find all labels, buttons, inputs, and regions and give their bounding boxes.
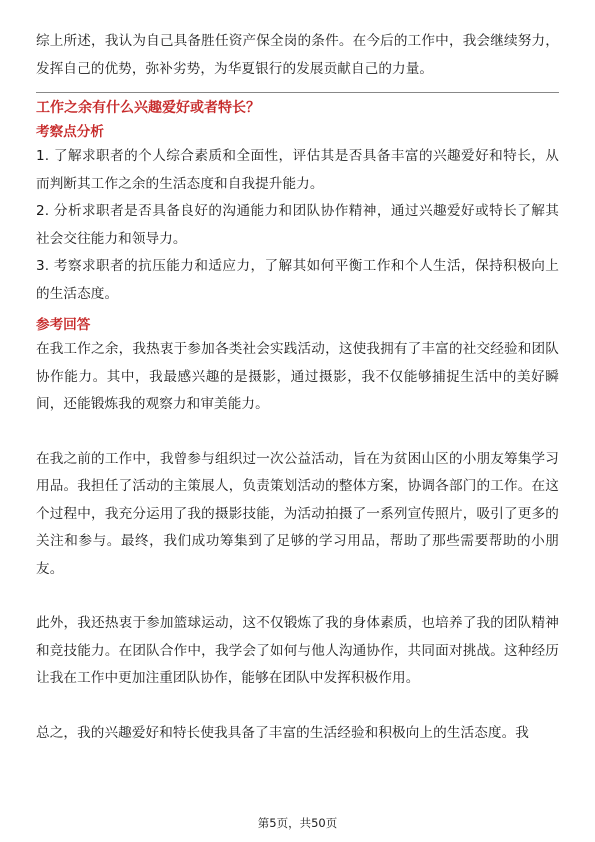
question-title: 工作之余有什么兴趣爱好或者特长？ [36,100,260,116]
page-footer: 第5页，共50页 [257,816,338,830]
answer-heading: 参考回答 [36,317,91,333]
analysis-point-3: 3. 考察求职者的抗压能力和适应力，了解其如何平衡工作和个人生活，保持积极向上的生活态度。 [36,258,559,302]
intro-paragraph: 综上所述，我认为自己具备胜任资产保全岗的条件。在今后的工作中，我会继续努力，发挥自己的优势，弥补劣势，为华夏银行的发展贡献自己的力量。 [36,33,559,77]
document-page [36,28,559,747]
answer-paragraph-3: 此外，我还热衷于参加篮球运动，这不仅锻炼了我的身体素质，也培养了我的团队精神和竞技能力。在团队合作中，我学会了如何与他人沟通协作，共同面对挑战。这种经历让我在工作中更加注重团队协作，能够在团队中发挥积极作用。 [36,615,559,686]
analysis-point-2: 2. 分析求职者是否具备良好的沟通能力和团队协作精神，通过兴趣爱好或特长了解其社会交往能力和领导力。 [36,203,559,247]
answer-paragraph-1: 在我工作之余，我热衷于参加各类社会实践活动，这使我拥有了丰富的社交经验和团队协作能力。其中，我最感兴趣的是摄影，通过摄影，我不仅能够捕捉生活中的美好瞬间，还能锻炼我的观察力和审美能力。 [36,341,559,412]
answer-paragraph-2: 在我之前的工作中，我曾参与组织过一次公益活动，旨在为贫困山区的小朋友筹集学习用品。我担任了活动的主策展人，负责策划活动的整体方案，协调各部门的工作。在这个过程中，我充分运用了我的摄影技能，为活动拍摄了一系列宣传照片，吸引了更多的关注和参与。最终，我们成功筹集到了足够的学习用品，帮助了那些需要帮助的小朋友。 [36,450,559,577]
analysis-point-1: 1. 了解求职者的个人综合素质和全面性，评估其是否具备丰富的兴趣爱好和特长，从而判断其工作之余的生活态度和自我提升能力。 [36,148,559,192]
answer-paragraph-4: 总之，我的兴趣爱好和特长使我具备了丰富的生活经验和积极向上的生活态度。我 [36,724,529,741]
section-divider [36,92,559,93]
analysis-heading: 考察点分析 [36,124,104,140]
